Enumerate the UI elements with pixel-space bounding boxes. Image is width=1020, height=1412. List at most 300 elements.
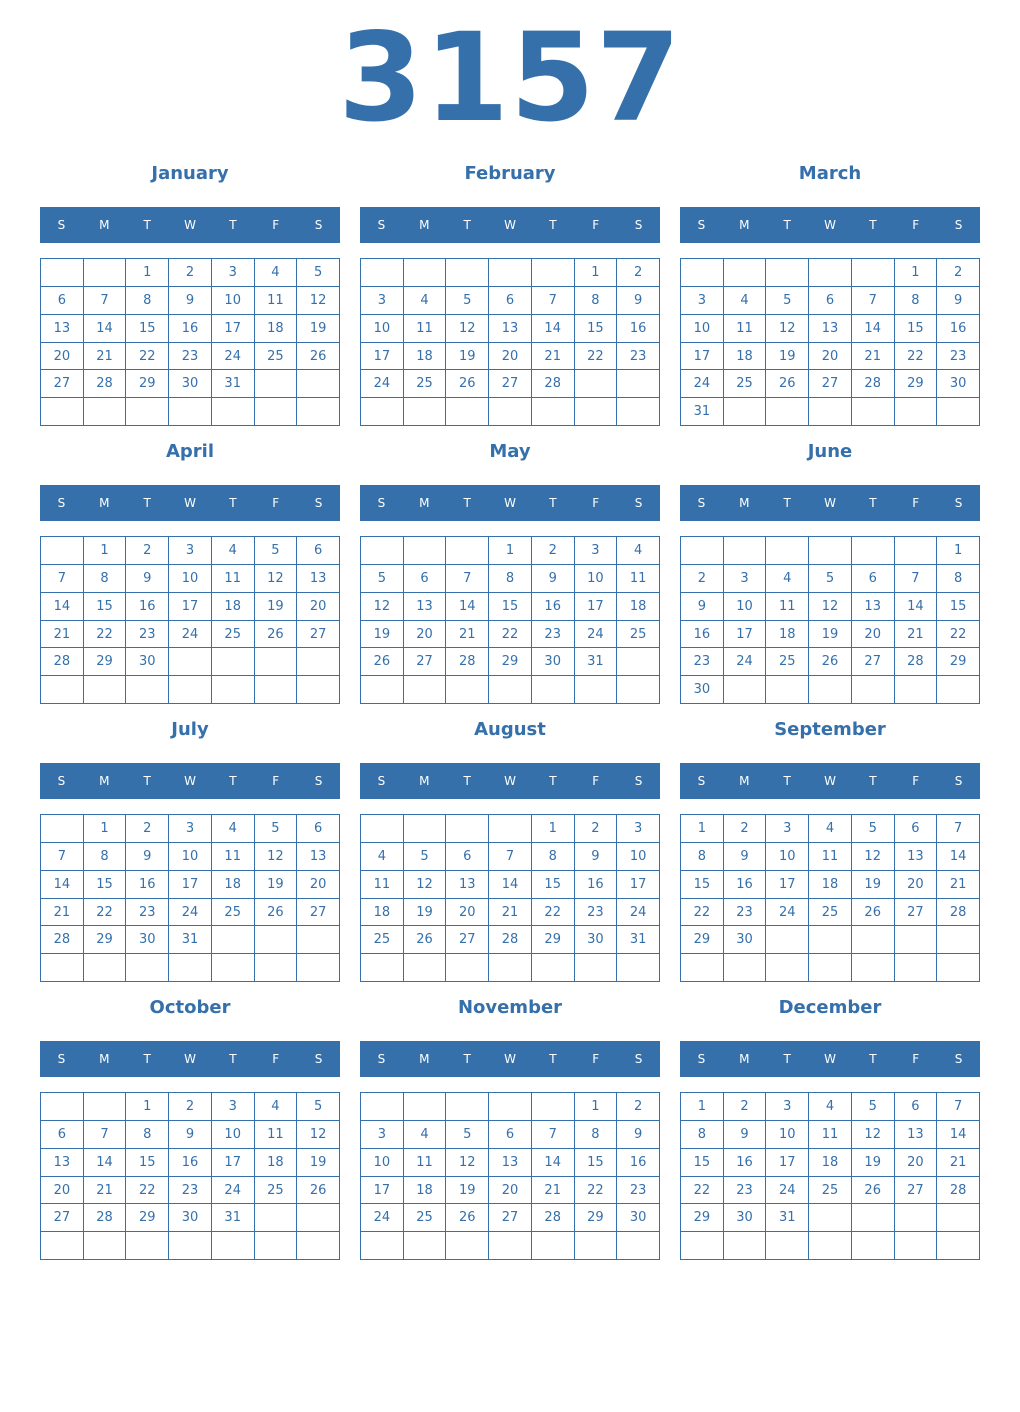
day-cell: 14: [84, 1149, 127, 1177]
day-cell: 17: [766, 871, 809, 899]
year-title: 3157: [338, 7, 682, 149]
day-cell: 19: [255, 593, 298, 621]
day-cell: 6: [404, 565, 447, 593]
day-cell: 20: [489, 1177, 532, 1205]
day-cell: 6: [489, 287, 532, 315]
empty-day-cell: [297, 648, 340, 676]
weekday-label: T: [549, 496, 557, 510]
weekday-label: T: [783, 774, 791, 788]
day-cell: 16: [724, 1149, 767, 1177]
empty-day-cell: [852, 926, 895, 954]
empty-day-cell: [41, 1093, 84, 1121]
day-cell: 28: [532, 1204, 575, 1232]
empty-day-cell: [489, 259, 532, 287]
empty-day-cell: [212, 926, 255, 954]
day-cell: 11: [809, 1121, 852, 1149]
day-cell: 15: [937, 593, 980, 621]
weekday-label: T: [783, 496, 791, 510]
day-cell: 25: [361, 926, 404, 954]
day-cell: 24: [766, 1177, 809, 1205]
empty-day-cell: [361, 815, 404, 843]
day-cell: 29: [575, 1204, 618, 1232]
day-cell: 25: [809, 899, 852, 927]
weekday-label: T: [869, 774, 877, 788]
weekday-label: T: [549, 1052, 557, 1066]
day-cell: 17: [169, 593, 212, 621]
empty-day-cell: [809, 926, 852, 954]
day-cell: 6: [852, 565, 895, 593]
day-cell: 13: [489, 315, 532, 343]
empty-day-cell: [212, 954, 255, 982]
day-cell: 30: [169, 1204, 212, 1232]
empty-day-cell: [766, 926, 809, 954]
day-cell: 14: [41, 593, 84, 621]
day-cell: 19: [297, 315, 340, 343]
day-cell: 24: [724, 648, 767, 676]
day-cell: 12: [809, 593, 852, 621]
day-cell: 10: [361, 315, 404, 343]
day-cell: 21: [446, 621, 489, 649]
day-cell: 10: [212, 1121, 255, 1149]
day-cell: 18: [617, 593, 660, 621]
weekday-label: S: [954, 218, 963, 232]
day-cell: 17: [212, 1149, 255, 1177]
day-cell: 2: [532, 537, 575, 565]
day-cell: 21: [852, 343, 895, 371]
day-cell: 25: [724, 370, 767, 398]
day-cell: 20: [895, 1149, 938, 1177]
day-cell: 24: [361, 1204, 404, 1232]
day-cell: 30: [937, 370, 980, 398]
day-cell: 2: [169, 1093, 212, 1121]
day-cell: 12: [766, 315, 809, 343]
day-cell: 30: [617, 1204, 660, 1232]
empty-day-cell: [724, 259, 767, 287]
day-grid: [360, 814, 660, 982]
day-cell: 3: [766, 815, 809, 843]
empty-day-cell: [724, 398, 767, 426]
weekday-label: F: [912, 218, 920, 232]
day-cell: 31: [212, 370, 255, 398]
day-cell: 5: [446, 1121, 489, 1149]
day-cell: 12: [255, 565, 298, 593]
empty-day-cell: [852, 398, 895, 426]
day-cell: 7: [532, 287, 575, 315]
day-cell: 5: [852, 1093, 895, 1121]
empty-day-cell: [532, 1232, 575, 1260]
day-cell: 7: [41, 565, 84, 593]
day-cell: 29: [681, 926, 724, 954]
day-cell: 9: [724, 843, 767, 871]
month-title: August: [474, 719, 546, 740]
day-grid: [680, 258, 980, 426]
day-cell: 4: [255, 259, 298, 287]
empty-day-cell: [169, 676, 212, 704]
empty-day-cell: [361, 537, 404, 565]
empty-day-cell: [724, 954, 767, 982]
day-cell: 26: [297, 343, 340, 371]
empty-day-cell: [84, 259, 127, 287]
weekday-label: T: [869, 1052, 877, 1066]
day-cell: 1: [126, 259, 169, 287]
day-cell: 29: [126, 1204, 169, 1232]
day-cell: 17: [169, 871, 212, 899]
empty-day-cell: [404, 1093, 447, 1121]
day-cell: 17: [681, 343, 724, 371]
empty-day-cell: [41, 954, 84, 982]
day-cell: 28: [852, 370, 895, 398]
day-cell: 24: [617, 899, 660, 927]
weekday-label: M: [99, 1052, 110, 1066]
day-cell: 27: [41, 1204, 84, 1232]
weekday-label: W: [184, 218, 196, 232]
day-cell: 1: [681, 815, 724, 843]
weekday-label: S: [57, 218, 66, 232]
day-cell: 17: [361, 1177, 404, 1205]
weekday-label: M: [739, 1052, 750, 1066]
day-cell: 21: [41, 621, 84, 649]
weekday-label: W: [184, 496, 196, 510]
empty-day-cell: [255, 926, 298, 954]
day-cell: 18: [809, 871, 852, 899]
day-cell: 2: [724, 1093, 767, 1121]
day-cell: 23: [617, 1177, 660, 1205]
empty-day-cell: [724, 1232, 767, 1260]
day-cell: 6: [41, 1121, 84, 1149]
day-cell: 13: [446, 871, 489, 899]
day-cell: 12: [361, 593, 404, 621]
day-cell: 2: [681, 565, 724, 593]
day-cell: 13: [895, 843, 938, 871]
empty-day-cell: [575, 370, 618, 398]
empty-day-cell: [724, 676, 767, 704]
day-cell: 24: [169, 899, 212, 927]
empty-day-cell: [852, 259, 895, 287]
day-grid: [680, 1092, 980, 1260]
day-cell: 26: [255, 621, 298, 649]
day-cell: 11: [255, 1121, 298, 1149]
empty-day-cell: [361, 398, 404, 426]
day-cell: 3: [212, 259, 255, 287]
day-grid: [360, 258, 660, 426]
day-cell: 9: [937, 287, 980, 315]
day-cell: 18: [766, 621, 809, 649]
empty-day-cell: [489, 1093, 532, 1121]
day-cell: 11: [212, 843, 255, 871]
day-cell: 15: [126, 315, 169, 343]
empty-day-cell: [361, 1232, 404, 1260]
month-title: April: [165, 441, 215, 462]
empty-day-cell: [84, 398, 127, 426]
day-cell: 10: [361, 1149, 404, 1177]
empty-day-cell: [489, 1232, 532, 1260]
day-cell: 22: [126, 1177, 169, 1205]
day-cell: 28: [41, 648, 84, 676]
empty-day-cell: [297, 926, 340, 954]
day-cell: 28: [489, 926, 532, 954]
day-cell: 18: [404, 1177, 447, 1205]
day-cell: 19: [446, 343, 489, 371]
day-cell: 19: [852, 871, 895, 899]
weekday-label: S: [314, 218, 323, 232]
day-cell: 13: [41, 1149, 84, 1177]
day-cell: 19: [446, 1177, 489, 1205]
day-cell: 14: [532, 1149, 575, 1177]
day-cell: 9: [126, 565, 169, 593]
day-cell: 25: [404, 1204, 447, 1232]
empty-day-cell: [84, 1093, 127, 1121]
day-grid: [40, 1092, 340, 1260]
day-cell: 10: [724, 593, 767, 621]
day-cell: 28: [84, 370, 127, 398]
weekday-label: S: [634, 774, 643, 788]
day-cell: 7: [41, 843, 84, 871]
day-cell: 26: [404, 926, 447, 954]
day-cell: 13: [297, 843, 340, 871]
day-cell: 19: [404, 899, 447, 927]
day-cell: 24: [212, 343, 255, 371]
day-cell: 11: [766, 593, 809, 621]
weekday-label: T: [229, 774, 237, 788]
day-cell: 3: [212, 1093, 255, 1121]
weekday-label: W: [504, 496, 516, 510]
day-cell: 31: [169, 926, 212, 954]
day-cell: 15: [681, 1149, 724, 1177]
day-cell: 13: [895, 1121, 938, 1149]
empty-day-cell: [404, 954, 447, 982]
weekday-label: W: [184, 774, 196, 788]
day-cell: 29: [126, 370, 169, 398]
day-cell: 27: [852, 648, 895, 676]
weekday-header: [360, 763, 660, 799]
empty-day-cell: [575, 1232, 618, 1260]
weekday-label: M: [739, 774, 750, 788]
empty-day-cell: [575, 954, 618, 982]
day-cell: 29: [681, 1204, 724, 1232]
day-cell: 20: [297, 871, 340, 899]
day-cell: 29: [489, 648, 532, 676]
day-cell: 29: [84, 648, 127, 676]
empty-day-cell: [681, 259, 724, 287]
day-cell: 31: [617, 926, 660, 954]
day-cell: 2: [617, 1093, 660, 1121]
day-cell: 28: [895, 648, 938, 676]
day-cell: 5: [255, 537, 298, 565]
day-cell: 2: [937, 259, 980, 287]
weekday-label: W: [504, 774, 516, 788]
day-cell: 20: [446, 899, 489, 927]
empty-day-cell: [937, 926, 980, 954]
day-cell: 23: [575, 899, 618, 927]
empty-day-cell: [361, 954, 404, 982]
day-cell: 20: [297, 593, 340, 621]
month-title: September: [774, 719, 886, 740]
empty-day-cell: [937, 676, 980, 704]
day-cell: 6: [446, 843, 489, 871]
day-cell: 6: [297, 537, 340, 565]
weekday-label: M: [99, 774, 110, 788]
day-cell: 22: [575, 1177, 618, 1205]
day-grid: [680, 536, 980, 704]
day-cell: 23: [169, 343, 212, 371]
day-cell: 4: [255, 1093, 298, 1121]
day-cell: 2: [617, 259, 660, 287]
weekday-label: F: [272, 496, 280, 510]
empty-day-cell: [852, 1204, 895, 1232]
day-cell: 23: [724, 1177, 767, 1205]
day-cell: 30: [126, 926, 169, 954]
day-cell: 3: [169, 815, 212, 843]
empty-day-cell: [212, 1232, 255, 1260]
day-cell: 1: [895, 259, 938, 287]
weekday-label: T: [869, 218, 877, 232]
day-cell: 16: [681, 621, 724, 649]
weekday-label: M: [419, 774, 430, 788]
day-cell: 16: [532, 593, 575, 621]
day-cell: 26: [809, 648, 852, 676]
day-cell: 7: [489, 843, 532, 871]
empty-day-cell: [446, 537, 489, 565]
day-cell: 18: [809, 1149, 852, 1177]
day-cell: 4: [724, 287, 767, 315]
day-cell: 14: [852, 315, 895, 343]
day-cell: 12: [255, 843, 298, 871]
month-title: October: [149, 997, 231, 1018]
empty-day-cell: [255, 954, 298, 982]
empty-day-cell: [895, 398, 938, 426]
month-title: November: [457, 997, 563, 1018]
day-cell: 11: [361, 871, 404, 899]
day-grid: [360, 1092, 660, 1260]
day-cell: 15: [681, 871, 724, 899]
empty-day-cell: [404, 676, 447, 704]
weekday-label: F: [592, 218, 600, 232]
day-cell: 7: [937, 1093, 980, 1121]
weekday-label: S: [634, 496, 643, 510]
empty-day-cell: [404, 537, 447, 565]
weekday-label: F: [272, 774, 280, 788]
weekday-label: M: [99, 218, 110, 232]
weekday-label: M: [419, 496, 430, 510]
day-cell: 5: [766, 287, 809, 315]
weekday-label: F: [912, 774, 920, 788]
weekday-label: S: [697, 218, 706, 232]
weekday-label: T: [783, 1052, 791, 1066]
day-cell: 14: [937, 843, 980, 871]
empty-day-cell: [489, 815, 532, 843]
empty-day-cell: [937, 954, 980, 982]
day-cell: 15: [84, 593, 127, 621]
day-cell: 3: [575, 537, 618, 565]
day-cell: 18: [724, 343, 767, 371]
day-cell: 16: [724, 871, 767, 899]
weekday-label: W: [824, 218, 836, 232]
day-cell: 12: [404, 871, 447, 899]
weekday-label: W: [504, 1052, 516, 1066]
weekday-label: T: [783, 218, 791, 232]
day-cell: 12: [852, 1121, 895, 1149]
empty-day-cell: [489, 398, 532, 426]
empty-day-cell: [681, 537, 724, 565]
day-cell: 11: [404, 315, 447, 343]
empty-day-cell: [681, 1232, 724, 1260]
day-cell: 16: [126, 593, 169, 621]
day-cell: 19: [297, 1149, 340, 1177]
weekday-header: [360, 1041, 660, 1077]
month-title: July: [171, 719, 209, 740]
day-cell: 27: [895, 1177, 938, 1205]
day-cell: 6: [809, 287, 852, 315]
weekday-label: T: [229, 1052, 237, 1066]
weekday-label: T: [869, 496, 877, 510]
day-cell: 24: [361, 370, 404, 398]
day-cell: 23: [617, 343, 660, 371]
day-cell: 9: [724, 1121, 767, 1149]
month-title: May: [489, 441, 531, 462]
day-cell: 10: [766, 1121, 809, 1149]
empty-day-cell: [169, 1232, 212, 1260]
day-grid: [40, 258, 340, 426]
empty-day-cell: [41, 537, 84, 565]
day-cell: 19: [809, 621, 852, 649]
day-cell: 5: [404, 843, 447, 871]
day-cell: 8: [532, 843, 575, 871]
empty-day-cell: [41, 815, 84, 843]
day-cell: 26: [446, 1204, 489, 1232]
day-cell: 5: [809, 565, 852, 593]
day-cell: 20: [489, 343, 532, 371]
empty-day-cell: [84, 954, 127, 982]
empty-day-cell: [937, 1232, 980, 1260]
weekday-label: M: [739, 496, 750, 510]
day-cell: 17: [575, 593, 618, 621]
weekday-label: T: [463, 774, 471, 788]
day-cell: 9: [169, 287, 212, 315]
empty-day-cell: [895, 1204, 938, 1232]
weekday-label: S: [377, 218, 386, 232]
day-cell: 9: [617, 287, 660, 315]
empty-day-cell: [575, 398, 618, 426]
weekday-label: S: [954, 496, 963, 510]
day-cell: 28: [41, 926, 84, 954]
empty-day-cell: [446, 954, 489, 982]
weekday-label: T: [463, 496, 471, 510]
day-cell: 22: [681, 1177, 724, 1205]
empty-day-cell: [895, 954, 938, 982]
empty-day-cell: [895, 1232, 938, 1260]
day-cell: 28: [84, 1204, 127, 1232]
day-cell: 22: [84, 899, 127, 927]
day-cell: 30: [681, 676, 724, 704]
day-cell: 3: [361, 1121, 404, 1149]
day-cell: 22: [895, 343, 938, 371]
empty-day-cell: [446, 815, 489, 843]
day-cell: 16: [617, 1149, 660, 1177]
weekday-label: M: [419, 1052, 430, 1066]
day-cell: 28: [937, 899, 980, 927]
weekday-label: S: [697, 774, 706, 788]
weekday-label: T: [143, 496, 151, 510]
empty-day-cell: [41, 676, 84, 704]
weekday-label: T: [143, 218, 151, 232]
day-cell: 29: [84, 926, 127, 954]
weekday-header: [40, 485, 340, 521]
day-cell: 11: [404, 1149, 447, 1177]
day-cell: 7: [895, 565, 938, 593]
empty-day-cell: [297, 1232, 340, 1260]
empty-day-cell: [766, 398, 809, 426]
weekday-header: [680, 207, 980, 243]
